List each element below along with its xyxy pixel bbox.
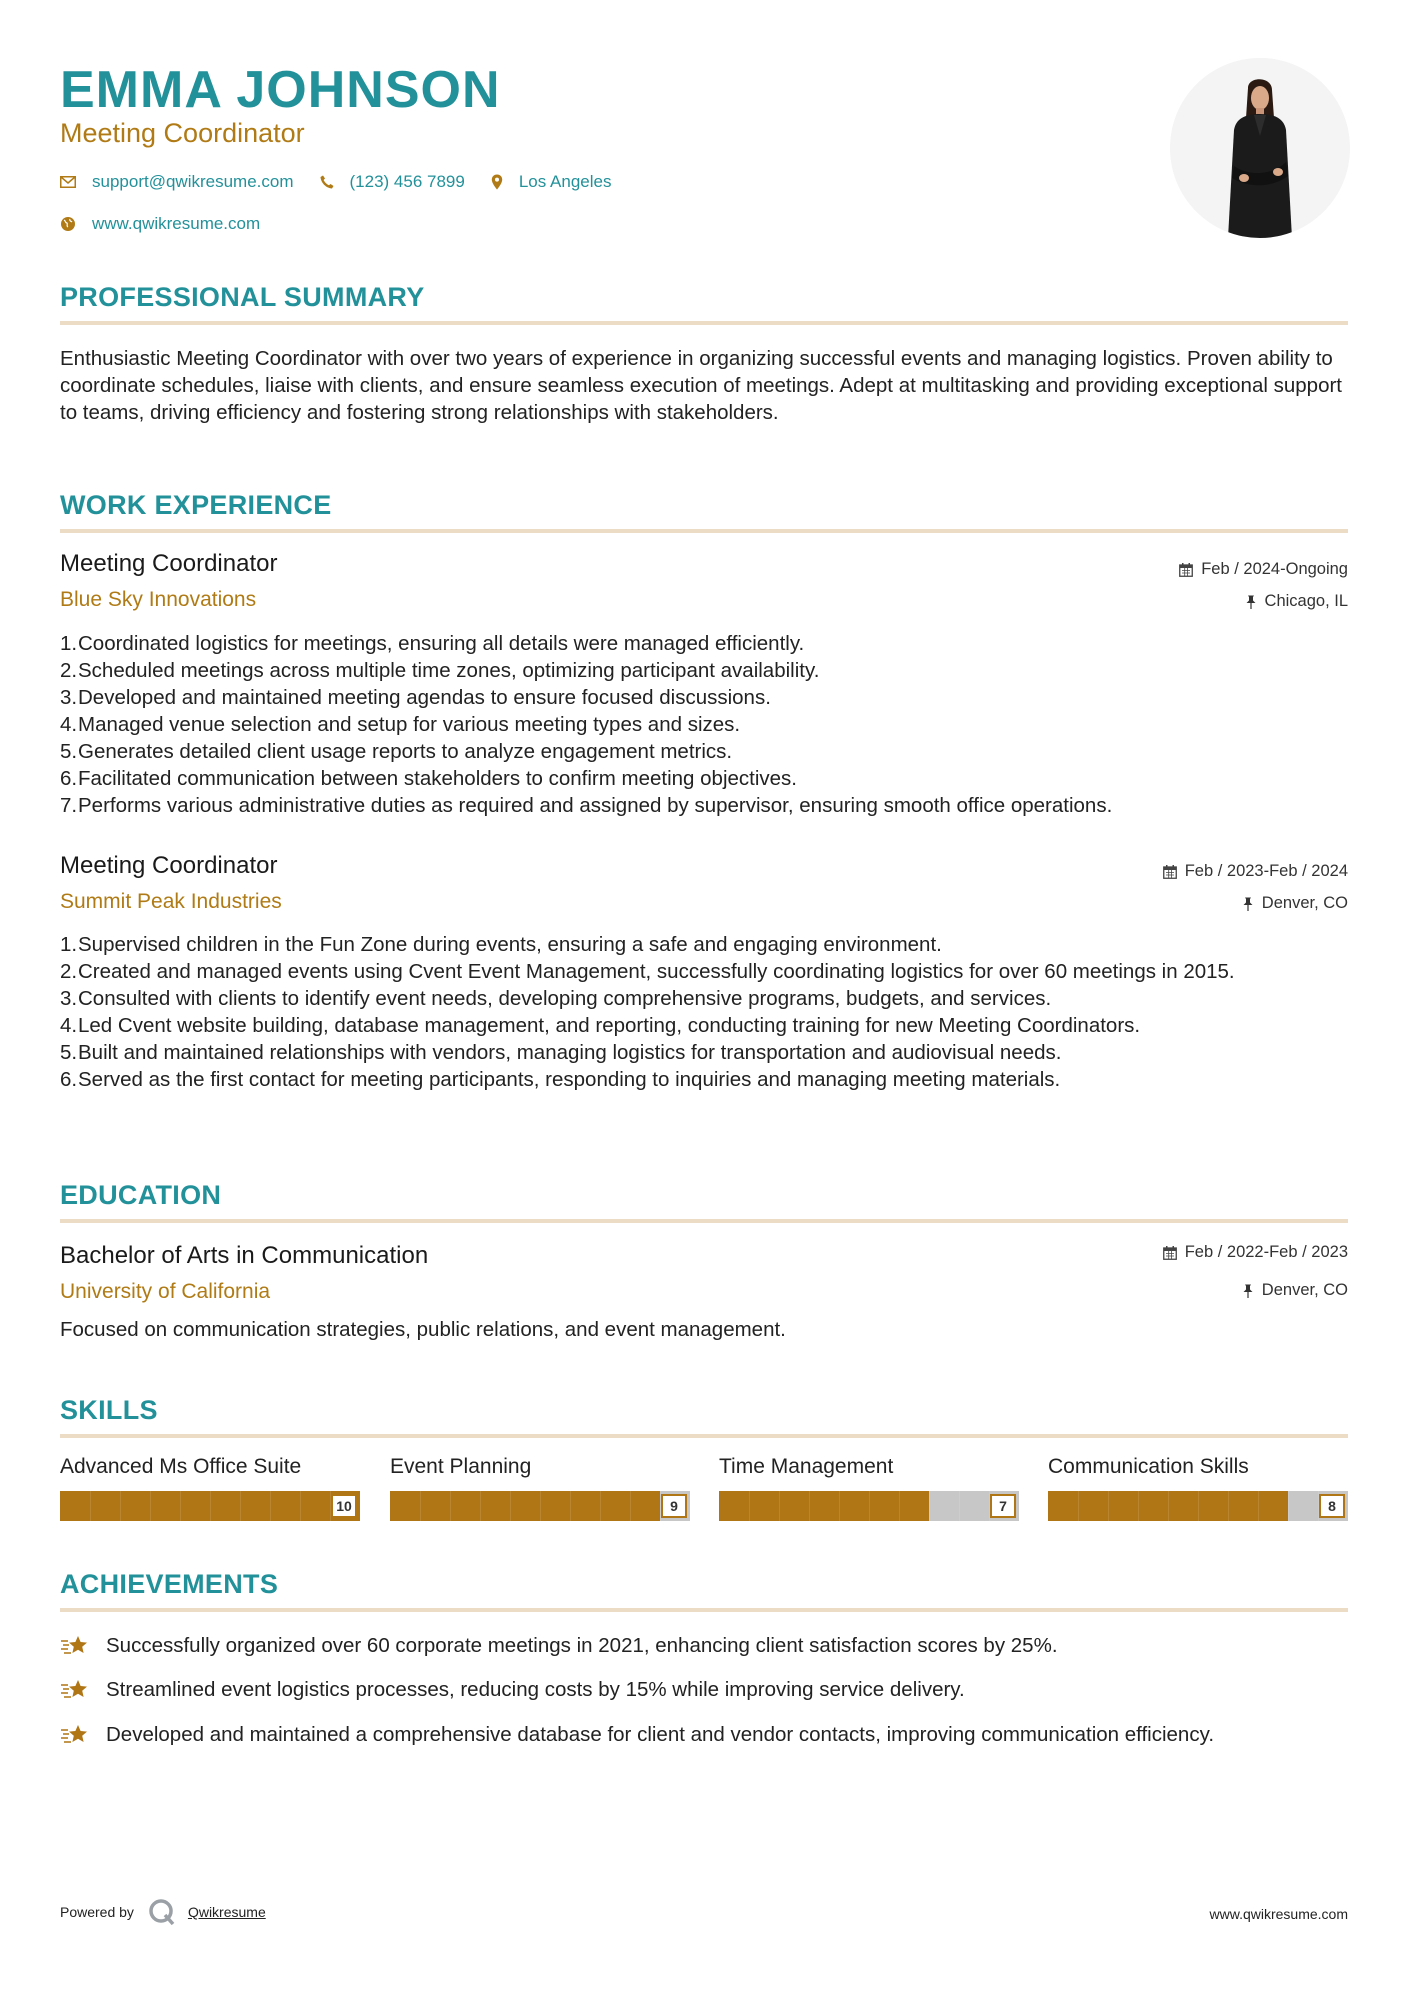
job-dates <box>1163 862 1348 881</box>
list-item: 7. Performs various administrative duties as required and assigned by supervisor, ensuring smooth office operations. <box>60 794 1113 817</box>
list-item: 4. Managed venue selection and setup for various meeting types and sizes. <box>60 713 741 736</box>
pushpin-icon <box>1242 1284 1254 1298</box>
achievement-item <box>60 1676 1348 1703</box>
experience-heading: WORK EXPERIENCE <box>60 490 332 520</box>
job-company: Summit Peak Industries <box>60 890 282 913</box>
skill-bar-segment <box>150 1491 151 1521</box>
skills-heading: SKILLS <box>60 1395 158 1425</box>
candidate-role: Meeting Coordinator <box>60 118 305 148</box>
contact-phone[interactable] <box>320 172 465 192</box>
job-dates <box>1179 560 1348 579</box>
map-pin-icon <box>491 174 503 190</box>
achievement-text: Streamlined event logistics processes, reducing costs by 15% while improving service delivery. <box>106 1678 965 1701</box>
skill-bar-segment <box>210 1491 211 1521</box>
skill-item <box>1048 1455 1348 1521</box>
skill-bar-segment <box>270 1491 271 1521</box>
skill-name: Time Management <box>719 1455 894 1478</box>
education-location <box>1242 1281 1348 1300</box>
skill-bar-segment <box>779 1491 780 1521</box>
skill-bar-segment <box>1138 1491 1139 1521</box>
list-item: 1. Supervised children in the Fun Zone during events, ensuring a safe and engaging environment. <box>60 933 942 956</box>
skill-name: Communication Skills <box>1048 1455 1249 1478</box>
section-divider <box>60 321 1348 325</box>
skill-bar-segment <box>749 1491 750 1521</box>
job-title: Meeting Coordinator <box>60 852 278 879</box>
footer-branding <box>60 1898 266 1926</box>
achievement-item <box>60 1721 1348 1748</box>
job-location <box>1242 894 1348 913</box>
skill-level-badge: 7 <box>990 1494 1016 1518</box>
job-location <box>1245 592 1348 611</box>
skill-bar-segment <box>1258 1491 1259 1521</box>
achievements-heading: ACHIEVEMENTS <box>60 1569 279 1599</box>
list-item: 5. Generates detailed client usage reports to analyze engagement metrics. <box>60 740 733 763</box>
contact-row <box>60 172 637 192</box>
footer-url[interactable]: www.qwikresume.com <box>1209 1906 1348 1922</box>
skill-item <box>390 1455 690 1521</box>
skill-bar <box>390 1491 690 1521</box>
job-company: Blue Sky Innovations <box>60 588 257 611</box>
school-name: University of California <box>60 1280 271 1303</box>
globe-icon <box>60 216 76 232</box>
envelope-icon <box>60 176 76 188</box>
job-location-text: Denver, CO <box>1261 894 1348 912</box>
skill-bar-segment <box>1108 1491 1109 1521</box>
skill-bar-segment <box>510 1491 511 1521</box>
achievement-text: Developed and maintained a comprehensive database for client and vendor contacts, improving communication efficiency. <box>106 1723 1215 1746</box>
skill-bar-fill <box>719 1491 929 1521</box>
candidate-name: EMMA JOHNSON <box>60 61 501 119</box>
contact-location <box>491 172 612 192</box>
location-text: Los Angeles <box>518 172 612 191</box>
skill-bar-segment <box>929 1491 930 1521</box>
list-item: 1. Coordinated logistics for meetings, ensuring all details were managed efficiently. <box>60 632 805 655</box>
list-item: 2. Created and managed events using Cvent Event Management, successfully coordinating logistics for over 60 meetings in 2015. <box>60 960 1235 983</box>
job-dates-text: Feb / 2023-Feb / 2024 <box>1184 862 1348 880</box>
skill-bar-segment <box>809 1491 810 1521</box>
profile-photo <box>1170 58 1350 238</box>
skill-bar-segment <box>959 1491 960 1521</box>
pushpin-icon <box>1242 897 1254 911</box>
contact-email[interactable] <box>60 172 294 192</box>
skill-bar-segment <box>90 1491 91 1521</box>
shooting-star-icon <box>60 1676 92 1702</box>
section-divider <box>60 1608 1348 1612</box>
resume-page <box>60 0 1348 1990</box>
list-item: 3. Consulted with clients to identify event needs, developing comprehensive programs, budgets, and services. <box>60 987 1052 1010</box>
skill-bar-segment <box>540 1491 541 1521</box>
skill-bar <box>719 1491 1019 1521</box>
qwikresume-link[interactable]: Qwikresume <box>187 1904 266 1920</box>
skill-item <box>719 1455 1019 1521</box>
section-divider <box>60 1219 1348 1223</box>
qwikresume-logo-icon <box>148 1898 176 1926</box>
skill-level-badge: 8 <box>1319 1494 1345 1518</box>
skill-bar-segment <box>1078 1491 1079 1521</box>
shooting-star-icon <box>60 1632 92 1658</box>
skill-name: Advanced Ms Office Suite <box>60 1455 302 1478</box>
skill-bar-segment <box>120 1491 121 1521</box>
summary-heading: PROFESSIONAL SUMMARY <box>60 282 425 312</box>
skill-item <box>60 1455 360 1521</box>
skill-bar-segment <box>1168 1491 1169 1521</box>
education-dates <box>1163 1243 1348 1262</box>
email-text: support@qwikresume.com <box>92 172 294 191</box>
degree-title: Bachelor of Arts in Communication <box>60 1242 429 1269</box>
achievement-text: Successfully organized over 60 corporate meetings in 2021, enhancing client satisfaction scores by 25%. <box>106 1634 1058 1657</box>
phone-text: (123) 456 7899 <box>349 172 465 191</box>
contact-website[interactable] <box>60 214 260 234</box>
list-item: 6. Served as the first contact for meeting participants, responding to inquiries and managing meeting materials. <box>60 1068 1061 1091</box>
skill-bar-segment <box>300 1491 301 1521</box>
section-divider <box>60 529 1348 533</box>
skill-bar-segment <box>630 1491 631 1521</box>
education-description: Focused on communication strategies, public relations, and event management. <box>60 1318 786 1341</box>
skill-bar-segment <box>899 1491 900 1521</box>
skill-level-badge: 9 <box>661 1494 687 1518</box>
skill-bar-segment <box>240 1491 241 1521</box>
achievement-item <box>60 1632 1348 1659</box>
skill-bar-segment <box>1198 1491 1199 1521</box>
skill-bar <box>60 1491 360 1521</box>
shooting-star-icon <box>60 1721 92 1747</box>
skill-bar-segment <box>450 1491 451 1521</box>
job-dates-text: Feb / 2024-Ongoing <box>1201 560 1348 578</box>
website-row <box>60 214 286 234</box>
job-title: Meeting Coordinator <box>60 550 278 577</box>
powered-by-label: Powered by <box>60 1904 134 1920</box>
job-bullets <box>60 931 1348 1093</box>
skill-bar-segment <box>480 1491 481 1521</box>
summary-text: Enthusiastic Meeting Coordinator with over two years of experience in organizing successful events and managing logistics. Proven ability to coordinate schedules, liaise with clients, and ensure seamless execution of meetings. Adept at multitasking and providing exceptional support to teams, driving efficiency and fostering strong relationships with stakeholders. <box>60 347 1342 424</box>
education-dates-text: Feb / 2022-Feb / 2023 <box>1184 1243 1348 1261</box>
skill-bar-segment <box>839 1491 840 1521</box>
website-text: www.qwikresume.com <box>92 214 261 233</box>
job-location-text: Chicago, IL <box>1264 592 1348 610</box>
skill-bar-segment <box>570 1491 571 1521</box>
education-location-text: Denver, CO <box>1261 1281 1348 1299</box>
list-item: 6. Facilitated communication between stakeholders to confirm meeting objectives. <box>60 767 797 790</box>
list-item: 4. Led Cvent website building, database management, and reporting, conducting training for new Meeting Coordinators. <box>60 1014 1141 1037</box>
list-item: 3. Developed and maintained meeting agendas to ensure focused discussions. <box>60 686 771 709</box>
skill-bar-segment <box>1228 1491 1229 1521</box>
education-heading: EDUCATION <box>60 1180 222 1210</box>
calendar-icon <box>1163 1246 1177 1260</box>
calendar-icon <box>1179 563 1193 577</box>
skill-bar-segment <box>600 1491 601 1521</box>
skill-bar-segment <box>420 1491 421 1521</box>
skill-bar-segment <box>869 1491 870 1521</box>
person-portrait-icon <box>1170 58 1350 238</box>
calendar-icon <box>1163 865 1177 879</box>
skill-bar-fill <box>390 1491 660 1521</box>
job-bullets <box>60 630 1348 819</box>
section-divider <box>60 1434 1348 1438</box>
phone-icon <box>320 175 334 189</box>
skill-bar-segment <box>180 1491 181 1521</box>
list-item: 5. Built and maintained relationships with vendors, managing logistics for transportation and audiovisual needs. <box>60 1041 1062 1064</box>
skill-level-badge: 10 <box>331 1494 357 1518</box>
skill-name: Event Planning <box>390 1455 532 1478</box>
pushpin-icon <box>1245 595 1257 609</box>
skill-bar <box>1048 1491 1348 1521</box>
skill-bar-segment <box>1288 1491 1289 1521</box>
list-item: 2. Scheduled meetings across multiple time zones, optimizing participant availability. <box>60 659 820 682</box>
